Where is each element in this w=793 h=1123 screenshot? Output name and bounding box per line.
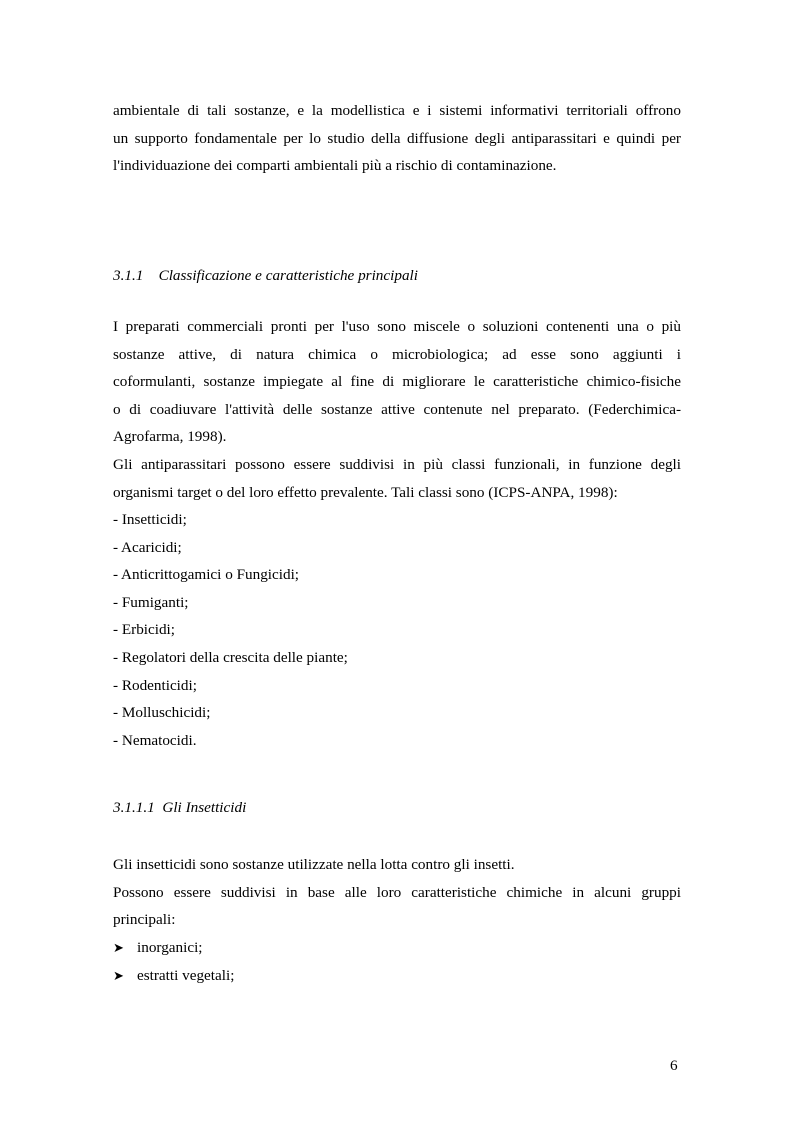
paragraph-line: o di coadiuvare l'attività delle sostanze attive contenute nel preparato. (Federchimica-	[113, 400, 681, 418]
subsection-number: 3.1.1.1	[113, 799, 155, 816]
paragraph-line: Agrofarma, 1998).	[113, 428, 227, 446]
list-item: - Nematocidi.	[113, 731, 197, 749]
paragraph-line: coformulanti, sostanze impiegate al fine di migliorare le caratteristiche chimico-fisiche	[113, 373, 681, 391]
intro-line: l'individuazione dei comparti ambientali più a rischio di contaminazione.	[113, 157, 557, 175]
list-item: - Regolatori della crescita delle piante;	[113, 648, 348, 666]
paragraph-line: Gli antiparassitari possono essere suddivisi in più classi funzionali, in funzione degli	[113, 456, 681, 473]
paragraph-line: Gli insetticidi sono sostanze utilizzate nella lotta contro gli insetti.	[113, 856, 515, 873]
list-item-label: estratti vegetali;	[137, 966, 235, 984]
paragraph-line: Possono essere suddivisi in base alle loro caratteristiche chimiche in alcuni gruppi	[113, 883, 681, 901]
paragraph-line: principali:	[113, 911, 176, 929]
arrow-bullet-icon: ➤	[113, 967, 124, 983]
paragraph-classi	[113, 451, 681, 506]
arrow-bullet-icon: ➤	[113, 940, 124, 955]
classes-list	[113, 506, 348, 754]
subsection-title: Gli Insetticidi	[162, 799, 247, 816]
list-item: - Fumiganti;	[113, 593, 189, 611]
groups-list	[113, 934, 234, 989]
subsection-heading	[113, 798, 246, 818]
list-item: - Molluschicidi;	[113, 704, 211, 722]
paragraph-line: I preparati commerciali pronti per l'uso sono miscele o soluzioni contenenti una o più	[113, 318, 681, 335]
list-item: - Acaricidi;	[113, 538, 182, 556]
section-heading	[113, 266, 418, 286]
list-item-label: inorganici;	[137, 939, 203, 956]
list-item: - Anticrittogamici o Fungicidi;	[113, 566, 300, 584]
list-item: - Rodenticidi;	[113, 676, 197, 694]
list-item: - Insetticidi;	[113, 511, 187, 528]
section-title: Classificazione e caratteristiche principali	[158, 267, 418, 284]
section-number: 3.1.1	[113, 267, 144, 284]
paragraph-line: organismi target o del loro effetto prevalente. Tali classi sono (ICPS-ANPA, 1998):	[113, 483, 618, 501]
intro-paragraph	[113, 97, 681, 180]
paragraph-preparati	[113, 313, 681, 451]
list-item: - Erbicidi;	[113, 621, 175, 639]
paragraph-line: sostanze attive, di natura chimica o microbiologica; ad esse sono aggiunti i	[113, 345, 681, 363]
paragraph-insetticidi	[113, 851, 681, 934]
intro-line: un supporto fondamentale per lo studio della diffusione degli antiparassitari e quindi per	[113, 129, 681, 147]
list-item	[113, 962, 234, 990]
page-number: 6	[670, 1057, 678, 1074]
intro-line: ambientale di tali sostanze, e la modellistica e i sistemi informativi territoriali offrono	[113, 102, 681, 119]
list-item	[113, 934, 234, 962]
